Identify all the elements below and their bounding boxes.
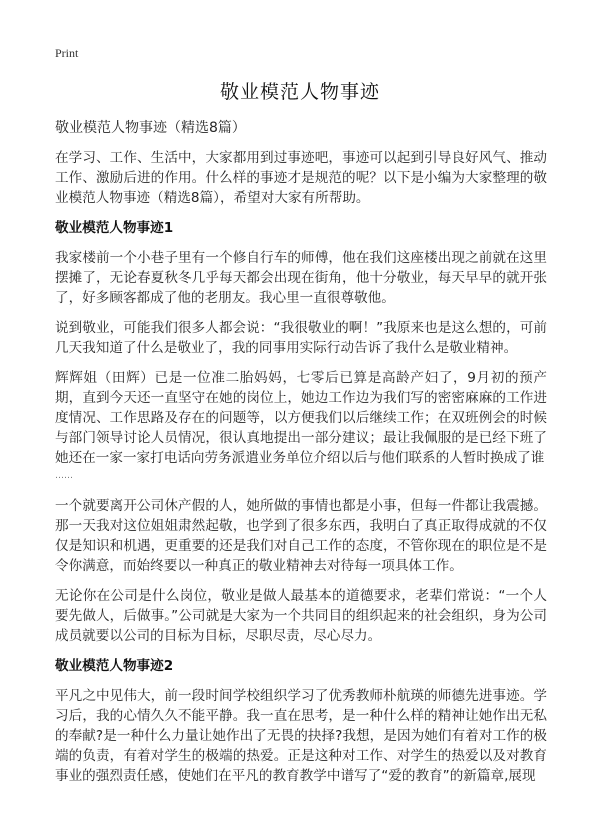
paragraph: 说到敬业，可能我们很多人都会说：“我很敬业的啊！”我原来也是这么想的，可前几天我知道了什么是敬业了，我的同事用实际行动告诉了我什么是敬业精神。 [55,320,547,356]
paragraph: 平凡之中见伟大，前一段时间学校组织学习了优秀教师朴航瑛的师德先进事迹。学习后，我的心情久久不能平静。我一直在思考，是一种什么样的精神让她作出无私的奉献?是一种什么力量让她作出了无畏的抉择?我想，是因为她们有着对工作的极端的负责，有着对学生的极端的热爱。正是这种对工作、对学生的热爱以及对教育事业的强烈责任感，使她们在平凡的教育教学中谱写了“爱的教育”的新篇章,展现 [55,688,547,784]
print-label[interactable]: Print [55,46,79,60]
section-1 [55,218,547,646]
document-subtitle: 敬业模范人物事迹（精选8篇） [55,120,246,136]
paragraph: 一个就要离开公司休产假的人，她所做的事情也都是小事，但每一件都让我震撼。那一天我对这位姐姐肃然起敬，也学到了很多东西，我明白了真正取得成就的不仅仅是知识和机遇，更重要的还是我们对自己工作的态度，不管你现在的职位是不是令你满意，而始终要以一种真正的敬业精神去对待每一项具体工作。 [55,498,547,574]
ellipsis-mark: …… [55,471,73,481]
paragraph: 无论你在公司是什么岗位，敬业是做人最基本的道德要求，老辈们常说：“一个人要先做人，后做事。”公司就是大家为一个共同目的组织起来的社会组织，身为公司成员就要以公司的目标为目标，尽职尽责，尽心尽力。 [55,588,547,644]
section-heading: 敬业模范人物事迹1 [55,220,174,236]
paragraph: 我家楼前一个小巷子里有一个修自行车的师傅，他在我们这座楼出现之前就在这里摆摊了，无论春夏秋冬几乎每天都会出现在街角，他十分敬业，每天早早的就开张了，好多顾客都成了他的老朋友。我心里一直很尊敬他。 [55,250,547,306]
paragraph: 辉辉姐（田辉）已是一位准二胎妈妈，七零后已算是高龄产妇了，9月初的预产期，直到今天还一直坚守在她的岗位上，她边工作边为我们写的密密麻麻的工作进度情况、工作思路及存在的问题等，以方便我们以后继续工作；在双班例会的时候与部门领导讨论人员情况，很认真地提出一部分建议；最让我佩服的是已经下班了她还在一家一家打电话向劳务派遣业务单位介绍以后与他们联系的人暂时换成了谁 [55,370,547,466]
document-body [55,118,547,796]
document-title: 敬业模范人物事迹 [219,81,380,103]
section-2 [55,656,547,786]
intro-paragraph: 在学习、工作、生活中，大家都用到过事迹吧，事迹可以起到引导良好风气、推动工作、激励后进的作用。什么样的事迹才是规范的呢？以下是小编为大家整理的敬业模范人物事迹（精选8篇），希望对大家有所帮助。 [55,150,547,206]
section-heading: 敬业模范人物事迹2 [55,658,174,674]
